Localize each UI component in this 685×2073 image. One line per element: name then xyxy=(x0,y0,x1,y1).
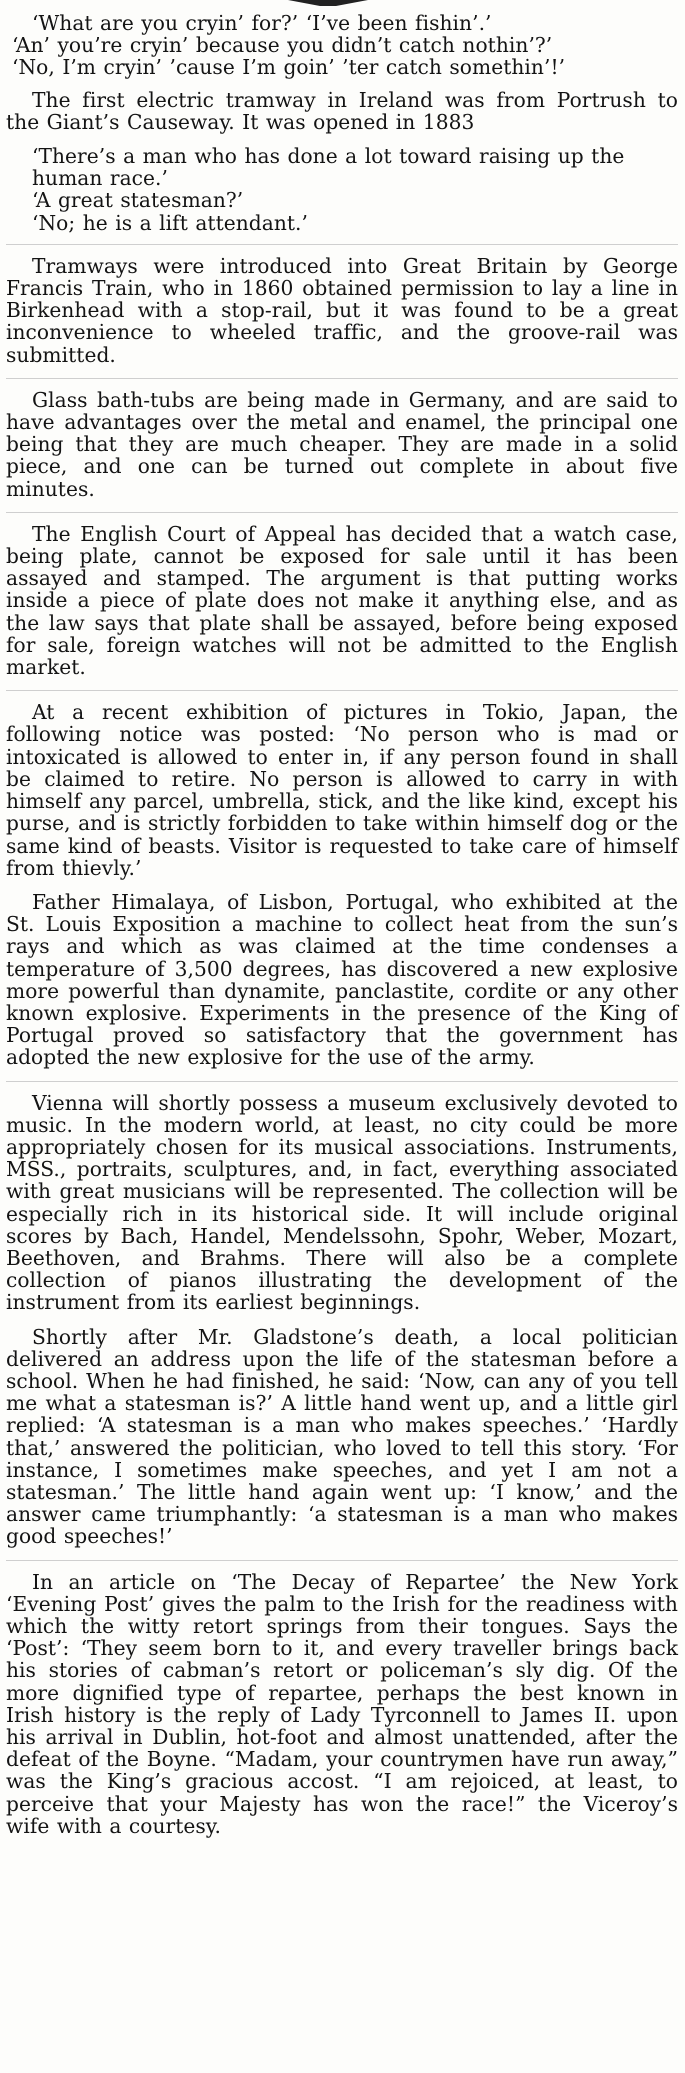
himalaya-paragraph: Father Himalaya, of Lisbon, Portugal, who exhibited at the St. Louis Exposition a machine to collect heat from the sun’s rays and which as was claimed at the time condenses a temperature of 3,500 degrees, has discovered a new explosive more powerful than dynamite, panclastite, cordite or any other known explosive. Experiments in the presence of the King of Portugal proved so satisfactory that the government has adopted the new explosive for the use of the army. xyxy=(6,889,678,1070)
tramway-ireland-paragraph: The first electric tramway in Ireland was from Portrush to the Giant’s Causeway. It was opened in 1883 xyxy=(6,87,678,134)
joke-line: ‘No; he is a lift attendant.’ xyxy=(32,210,308,235)
joke-line: ‘A great statesman?’ xyxy=(32,188,244,213)
repartee-paragraph: In an article on ‘The Decay of Repartee’ the New York ‘Evening Post’ gives the palm to the Irish for the readiness with which the witty retort springs from their tongues. Says the ‘Post’: ‘They seem born to it, and every traveller brings back his stories of cabman’s retort or policeman’s sly dig. Of the more dignified type of repartee, perhaps the best known in Irish history is the reply of Lady Tyrconnell to James II. upon his arrival in Dublin, hot-foot and almost unattended, after the defeat of the Boyne. “Madam, your countrymen have run away,” was the King’s gracious accost. “I am rejoiced, at least, to perceive that your Majesty has won the race!” the Viceroy’s wife with a courtesy. xyxy=(6,1569,678,1838)
statesman-joke xyxy=(6,145,678,234)
divider xyxy=(6,1081,678,1082)
divider xyxy=(6,378,678,379)
vienna-museum-paragraph: Vienna will shortly possess a museum exclusively devoted to music. In the modern world, at least, no city could be more appropriately chosen for its musical associations. Instruments, MSS., portraits, sculptures, and, in fact, everything associated with great musicians will be represented. The collection will be especially rich in its historical side. It will include original scores by Bach, Handel, Mendelssohn, Spohr, Weber, Mozart, Beethoven, and Brahms. There will also be a complete collection of pianos illustrating the development of the instrument from its earliest beginnings. xyxy=(6,1090,678,1315)
column-ornament xyxy=(288,0,368,6)
joke-line: ‘What are you cryin’ for?’ ‘I’ve been fishin’.’ xyxy=(32,11,492,35)
joke-line: ‘There’s a man who has done a lot toward raising up the human race.’ xyxy=(32,144,625,191)
divider xyxy=(6,1560,678,1561)
divider xyxy=(6,690,678,691)
court-of-appeal-paragraph: The English Court of Appeal has decided that a watch case, being plate, cannot be exposed for sale until it has been assayed and stamped. The argument is that putting works inside a piece of plate does not make it anything else, and as the law says that plate shall be assayed, before being exposed for sale, foreign watches will not be admitted to the English market. xyxy=(6,521,678,680)
divider xyxy=(6,512,678,513)
bath-tubs-paragraph: Glass bath-tubs are being made in Germany, and are said to have advantages over the metal and enamel, the principal one being that they are much cheaper. They are made in a solid piece, and one can be turned out complete in about five minutes. xyxy=(6,387,678,501)
gladstone-paragraph: Shortly after Mr. Gladstone’s death, a local politician delivered an address upon the life of the statesman before a school. When he had finished, he said: ‘Now, can any of you tell me what a statesman is?’ A little hand went up, and a little girl replied: ‘A statesman is a man who makes speeches.’ ‘Hardly that,’ answered the politician, who loved to tell this story. ‘For instance, I sometimes make speeches, and yet I am not a statesman.’ The little hand again went up: ‘I know,’ and the answer came triumphantly: ‘a statesman is a man who makes good speeches!’ xyxy=(6,1324,678,1549)
divider xyxy=(6,244,678,245)
tokio-notice-paragraph: At a recent exhibition of pictures in Tokio, Japan, the following notice was posted: ‘No person who is mad or intoxicated is allowed to enter in, if any person found in shall be claimed to retire. No person is allowed to carry in with himself any parcel, umbrella, stick, and the like kind, except his purse, and is strictly forbidden to take within himself dog or the same kind of beasts. Visitor is requested to take care of himself from thievly.’ xyxy=(6,700,678,880)
joke-line: ‘An’ you’re cryin’ because you didn’t catch nothin’?’ xyxy=(12,33,553,58)
text-column xyxy=(6,12,678,1849)
fishing-joke xyxy=(6,12,678,79)
tramways-britain-paragraph: Tramways were introduced into Great Britain by George Francis Train, who in 1860 obtained permission to lay a line in Birkenhead with a stop-rail, but it was found to be a great inconvenience to wheeled traffic, and the groove-rail was submitted. xyxy=(6,253,678,367)
joke-line: ‘No, I’m cryin’ ’cause I’m goin’ ’ter catch somethin’!’ xyxy=(12,55,566,80)
